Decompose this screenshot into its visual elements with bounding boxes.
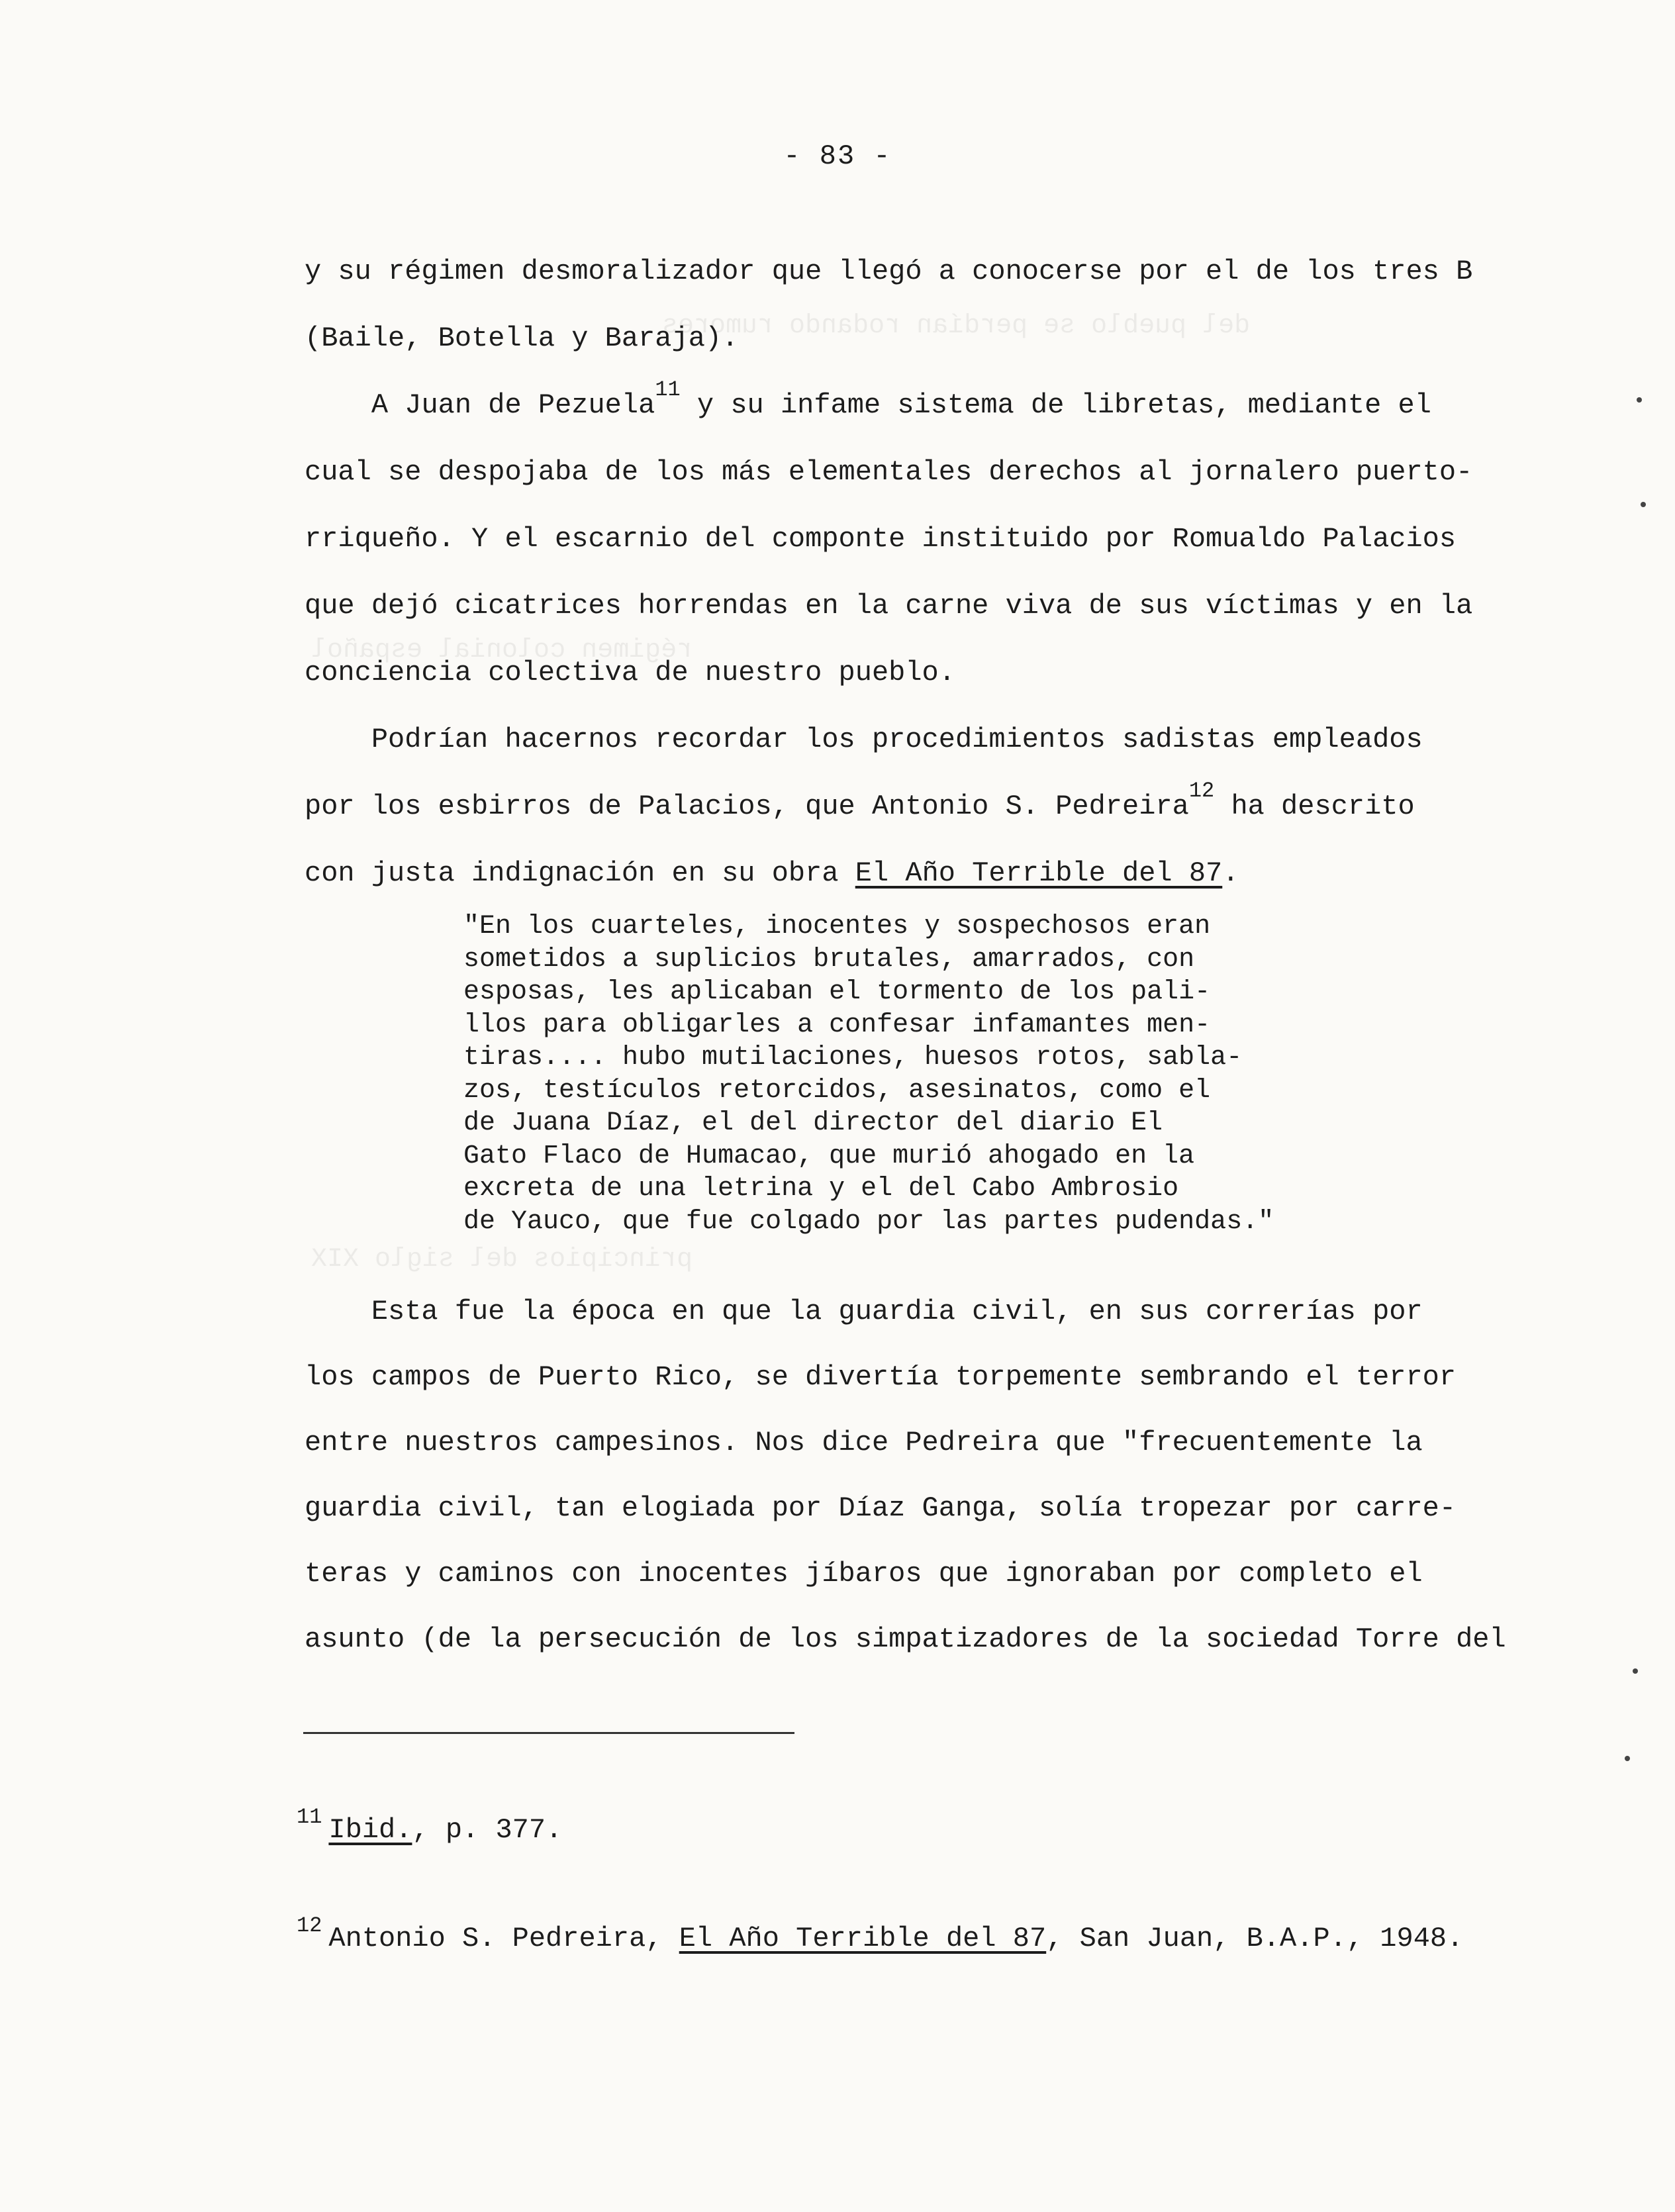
quote-line: excreta de una letrina y el del Cabo Ambrosio [463,1174,1179,1204]
text-line: cual se despojaba de los más elementales derechos al jornalero puerto- [305,456,1473,488]
quote-line: llos para obligarles a confesar infamantes men- [463,1010,1211,1040]
text-line: Esta fue la época en que la guardia civil, en sus correrías por [305,1296,1423,1327]
footnote-mark: 12 [297,1913,322,1938]
quote-line: sometidos a suplicios brutales, amarrados, con [463,944,1195,975]
scan-speck [1633,1668,1638,1674]
quote-line: de Juana Díaz, el del director del diario El [463,1108,1163,1138]
scan-speck [1625,1756,1630,1761]
text-line: teras y caminos con inocentes jíbaros que ignoraban por completo el [305,1558,1423,1590]
text-line: asunto (de la persecución de los simpatizadores de la sociedad Torre del [305,1623,1506,1655]
show-through-text: principios del siglo XIX [311,1245,693,1274]
text-line: rriqueño. Y el escarnio del componte instituido por Romualdo Palacios [305,523,1457,555]
text-line: que dejó cicatrices horrendas en la carne viva de sus víctimas y en la [305,590,1473,622]
text-run: por los esbirros de Palacios, que Antonio S. Pedreira [305,791,1189,822]
block-quote [463,910,1324,1238]
scan-speck [1641,502,1646,507]
footnote-divider [303,1732,794,1734]
body-paragraph-bottom [305,1279,1506,1672]
show-through-text: régimen colonial español [311,636,693,665]
text-run: y su infame sistema de libretas, mediante el [680,389,1431,421]
show-through-text: del pueblo se perdían rodando rumores [662,311,1251,341]
page-number: - 83 - [783,140,892,172]
text-line [305,372,1470,439]
text-run: . [1222,857,1239,889]
footnote-ibid: Ibid. [328,1814,412,1846]
footnote-12 [297,1913,1463,1954]
footnote-ref-11[interactable]: 11 [655,377,681,402]
footnote-text: , San Juan, B.A.P., 1948. [1046,1923,1464,1954]
text-line: guardia civil, tan elogiada por Díaz Ganga, solía tropezar por carre- [305,1492,1457,1524]
text-line [305,773,1470,840]
quote-line: zos, testículos retorcidos, asesinatos, como el [463,1075,1211,1106]
text-line: y su régimen desmoralizador que llegó a conocerse por el de los tres B [305,256,1473,287]
text-line: los campos de Puerto Rico, se divertía torpemente sembrando el terror [305,1361,1457,1393]
quote-line: esposas, les aplicaban el tormento de los pali- [463,977,1211,1007]
text-line: (Baile, Botella y Baraja). [305,322,739,354]
book-title: El Año Terrible del 87 [855,857,1223,889]
quote-line: "En los cuarteles, inocentes y sospechosos eran [463,912,1211,941]
footnote-book-title: El Año Terrible del 87 [679,1923,1047,1954]
text-run: A Juan de Pezuela [371,389,655,421]
body-paragraphs-top [305,238,1473,907]
quote-line: de Yauco, que fue colgado por las partes pudendas." [463,1206,1274,1237]
text-line: entre nuestros campesinos. Nos dice Pedreira que "frecuentemente la [305,1427,1423,1459]
footnote-text: Antonio S. Pedreira, [328,1923,679,1954]
footnote-mark: 11 [297,1805,322,1829]
quote-line: tiras.... hubo mutilaciones, huesos rotos, sabla- [463,1043,1243,1073]
text-line [305,840,1470,907]
footnote-ref-12[interactable]: 12 [1188,779,1215,803]
footnote-text: , p. 377. [412,1814,563,1846]
scan-speck [1637,397,1642,403]
text-run: ha descrito [1214,791,1415,822]
quote-line: Gato Flaco de Humacao, que murió ahogado en la [463,1141,1195,1171]
text-run: con justa indignación en su obra [305,857,855,889]
text-line: Podrían hacernos recordar los procedimientos sadistas empleados [305,724,1423,755]
text-line: conciencia colectiva de nuestro pueblo. [305,657,955,689]
footnote-11 [297,1805,562,1846]
